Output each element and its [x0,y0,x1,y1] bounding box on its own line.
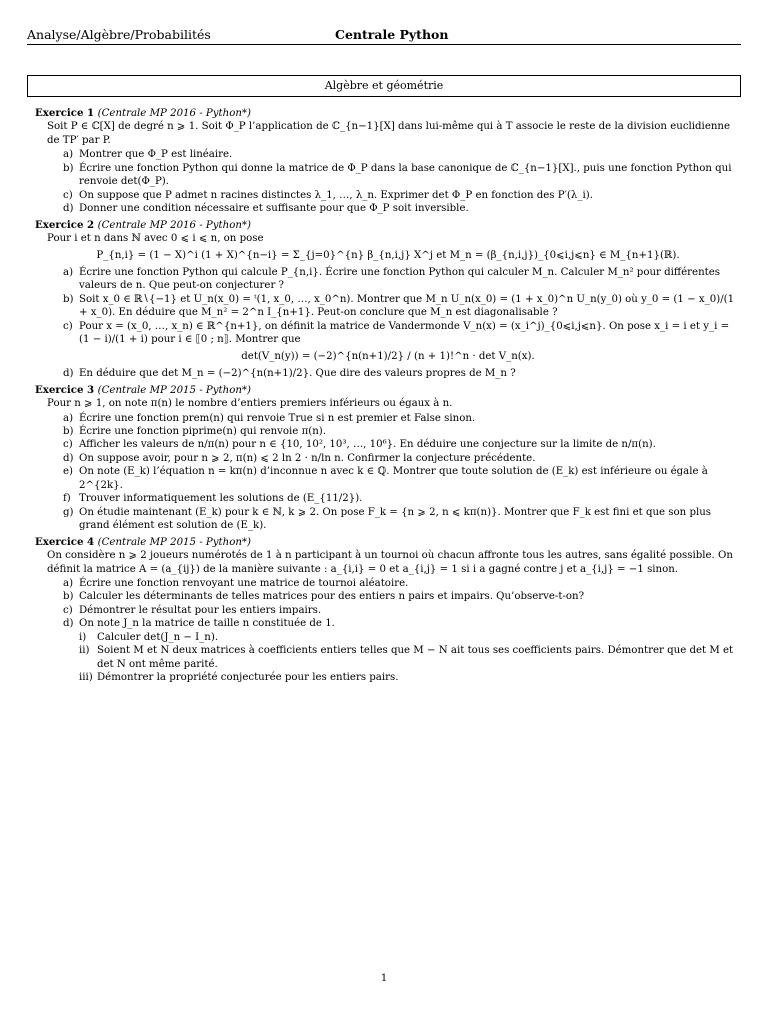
exercise-3-title: Exercice 3 (Centrale MP 2015 - Python*) [35,383,251,396]
exercise-1-question: c) On suppose que P admet n racines distinctes λ_1, …, λ_n. Exprimer det Φ_P en fonction des P′(λ_i). [63,189,593,201]
exercise-1-question: b) Écrire une fonction Python qui donne la matrice de Φ_P dans la base canonique de ℂ_{n−1}[X]., puis une fonction Python qui renvoie det(Φ_P). [63,162,732,188]
exercise-3-question: f) Trouver informatiquement les solutions de (E_{11/2}). [63,493,363,505]
exercise-4-question: c) Démontrer le résultat pour les entiers impairs. [63,604,322,616]
exercise-3-question: g) On étudie maintenant (E_k) pour k ∈ ℕ, k ⩾ 2. On pose F_k = {n ⩾ 2, n ⩽ kπ(n)}. Montrer que F_k est fini et que son plus grand élément est solution de (E_k). [63,506,712,532]
exercise-4-intro: On considère n ⩾ 2 joueurs numérotés de 1 à n participant à un tournoi où chacun affronte tous les autres, sans égalité possible. On définit la matrice A = (a_{ij}) de la manière suivante : a_{i,i} = 0 et a_{i,j} = 1 si i a gagné contre j et a_{i,j} = −1 sinon. [47,550,733,575]
page-number: 1 [380,973,388,984]
exercise-4-subquestion: iii) Démontrer la propriété conjecturée pour les entiers pairs. [79,672,399,684]
exercise-3-question: e) On note (E_k) l’équation n = kπ(n) d’inconnue n avec k ∈ ℚ. Montrer que toute solution de (E_k) est inférieure ou égale à 2^{2k}. [63,466,708,491]
exercise-1-question: a) Montrer que Φ_P est linéaire. [63,149,233,161]
exercise-4-title: Exercice 4 (Centrale MP 2015 - Python*) [35,535,251,548]
header-subject: Analyse/Algèbre/Probabilités [27,27,211,42]
exercise-list [35,107,741,685]
exercise-4-subquestion: ii) Soient M et N deux matrices à coefficients entiers telles que M − N ait tous ses coefficients pairs. Démontrer que det M et det N ont même parité. [79,645,734,670]
exercise-3-question: a) Écrire une fonction prem(n) qui renvoie True si n est premier et False sinon. [63,412,476,424]
exercise-1-question: d) Donner une condition nécessaire et suffisante pour que Φ_P soit inversible. [63,203,469,215]
exercise-4-question: d) On note J_n la matrice de taille n constituée de 1. [63,618,335,630]
section-title: Algèbre et géométrie [27,75,741,97]
exercise-2-intro: Pour i et n dans ℕ avec 0 ⩽ i ⩽ n, on pose [47,233,264,245]
exercise-2-formula: P_{n,i} = (1 − X)^i (1 + X)^{n−i} = Σ_{j=0}^{n} β_{n,i,j} X^j et M_n = (β_{n,i,j})_{0⩽i,j⩽n} ∈ M_{n+1}(ℝ). [96,249,680,261]
exercise-2-formula-c: det(V_n(y)) = (−2)^{n(n+1)/2} / (n + 1)!^n · det V_n(x). [241,350,535,362]
exercise-2-question: d) En déduire que det M_n = (−2)^{n(n+1)/2}. Que dire des valeurs propres de M_n ? [63,368,516,380]
header-title: Centrale Python [335,27,449,42]
exercise-2-title: Exercice 2 (Centrale MP 2016 - Python*) [35,218,251,231]
exercise-3-question: c) Afficher les valeurs de n/π(n) pour n ∈ {10, 10², 10³, …, 10⁶}. En déduire une conjecture sur la limite de n/π(n). [63,439,656,451]
page-header [27,27,741,45]
exercise-4-subquestion: i) Calculer det(J_n − I_n). [79,631,219,643]
exercise-1-title: Exercice 1 (Centrale MP 2016 - Python*) [35,107,251,119]
exercise-3-question: d) On suppose avoir, pour n ⩾ 2, π(n) ⩽ 2 ln 2 · n/ln n. Confirmer la conjecture précédente. [63,452,536,464]
exercise-2-question: c) Pour x = (x_0, …, x_n) ∈ ℝ^{n+1}, on définit la matrice de Vandermonde V_n(x) = (x_i^j)_{0⩽i,j⩽n}. On pose x_i = i et y_i = (1 − i)/(1 + i) pour i ∈ ⟦0 ; n⟧. Montrer que [63,320,730,346]
exercise-2-question: a) Écrire une fonction Python qui calcule P_{n,i}. Écrire une fonction Python qui calculer M_n. Calculer M_n² pour différentes valeurs de n. Que peut-on conjecturer ? [63,266,720,292]
exercise-3-question: b) Écrire une fonction piprime(n) qui renvoie π(n). [63,425,327,437]
exercise-2-question: b) Soit x_0 ∈ ℝ∖{−1} et U_n(x_0) = ᵗ(1, x_0, …, x_0^n). Montrer que M_n U_n(x_0) = (1 + x_0)^n U_n(y_0) où y_0 = (1 − x_0)/(1 + x_0). En déduire que M_n² = 2^n I_{n+1}. Peut-on conclure que M_n est diagonalisable ? [63,293,735,319]
exercise-4-question: b) Calculer les déterminants de telles matrices pour des entiers n pairs et impairs. Qu’observe-t-on? [63,591,585,603]
exercise-4-question: a) Écrire une fonction renvoyant une matrice de tournoi aléatoire. [63,577,409,589]
exercise-3-intro: Pour n ⩾ 1, on note π(n) le nombre d’entiers premiers inférieurs ou égaux à n. [47,398,453,410]
exercise-1-intro: Soit P ∈ ℂ[X] de degré n ⩾ 1. Soit Φ_P l’application de ℂ_{n−1}[X] dans lui-même qui à T associe le reste de la division euclidienne de TP′ par P. [47,121,730,146]
